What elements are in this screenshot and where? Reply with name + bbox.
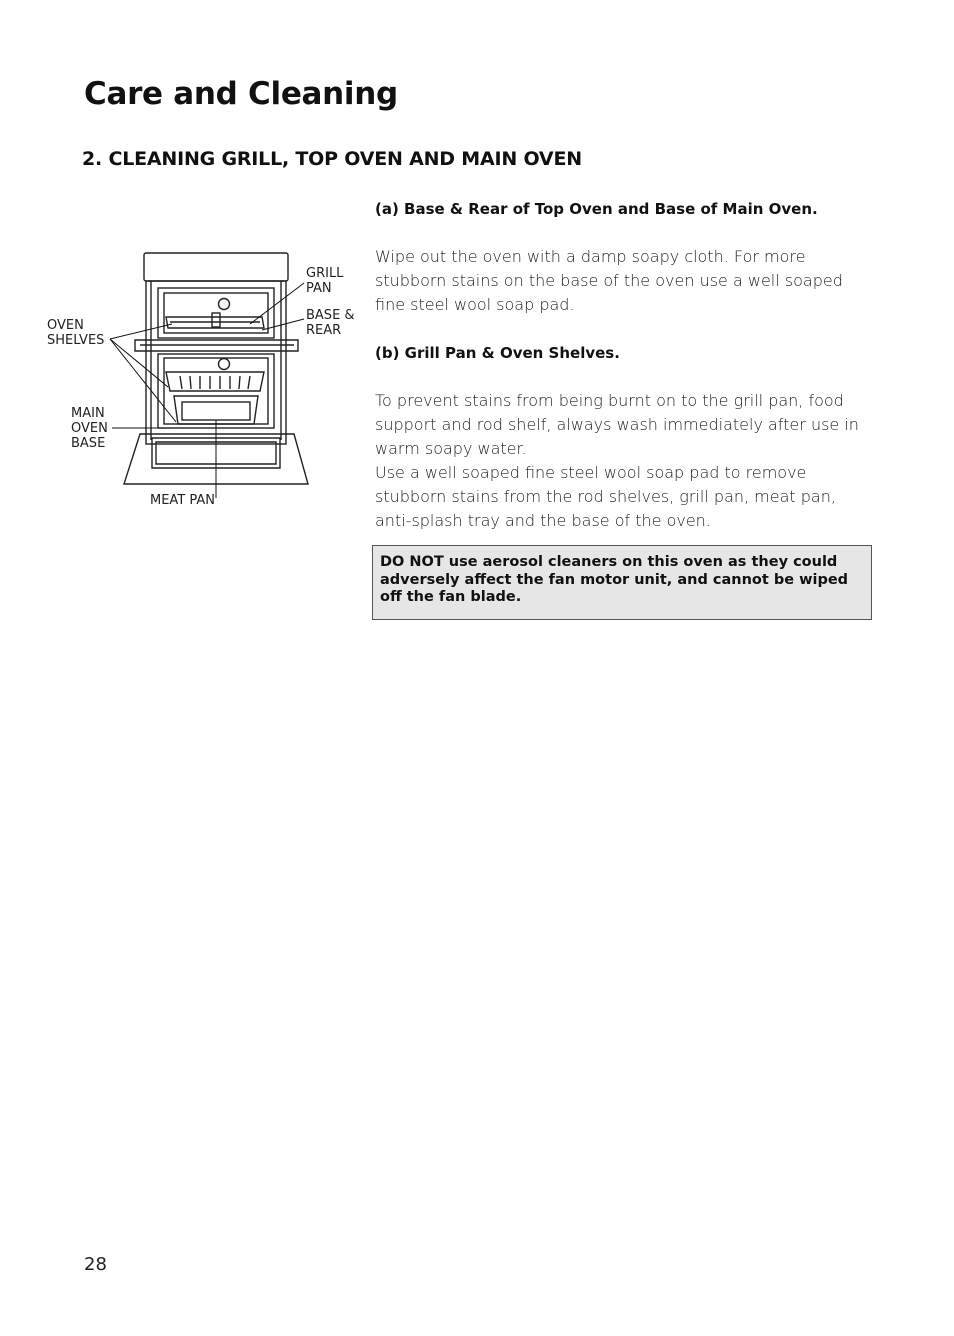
instructions-column (375, 197, 865, 557)
label-oven-shelves: OVEN SHELVES (47, 318, 105, 348)
control-panel (144, 253, 288, 281)
subheading-b: (b) Grill Pan & Oven Shelves. (375, 344, 620, 362)
leader-grill-pan (250, 283, 304, 324)
subheading-a: (a) Base & Rear of Top Oven and Base of Main Oven. (375, 200, 818, 218)
paragraph-b1: To prevent stains from being burnt on to the grill pan, food support and rod shelf, always wash immediately after use in warm soapy water. (375, 391, 859, 458)
page-number: 28 (84, 1254, 107, 1275)
leader-shelf-2 (110, 339, 168, 387)
label-main-oven-base: MAIN OVEN BASE (71, 406, 108, 451)
top-oven-light (219, 299, 230, 310)
label-base-rear: BASE & REAR (306, 308, 355, 338)
paragraph-b2: Use a well soaped fine steel wool soap pad to remove stubborn stains from the rod shelves, grill pan, meat pan, anti-splash tray and the base of the oven. (375, 463, 836, 530)
paragraph-a: Wipe out the oven with a damp soapy cloth. For more stubborn stains on the base of the oven use a well soaped fine steel wool soap pad. (375, 247, 843, 314)
label-meat-pan: MEAT PAN (150, 493, 216, 508)
section-heading: 2. CLEANING GRILL, TOP OVEN AND MAIN OVEN (82, 148, 582, 170)
main-oven-light (219, 359, 230, 370)
label-grill-pan: GRILL PAN (306, 266, 344, 296)
oven-diagram (40, 240, 370, 520)
warning-box: DO NOT use aerosol cleaners on this oven as they could adversely affect the fan motor unit, and cannot be wiped off the fan blade. (372, 545, 872, 620)
page-title: Care and Cleaning (84, 76, 398, 112)
shelf-rods (180, 376, 250, 389)
grill-pan-handle (212, 313, 220, 327)
leader-shelf-1 (110, 324, 172, 339)
